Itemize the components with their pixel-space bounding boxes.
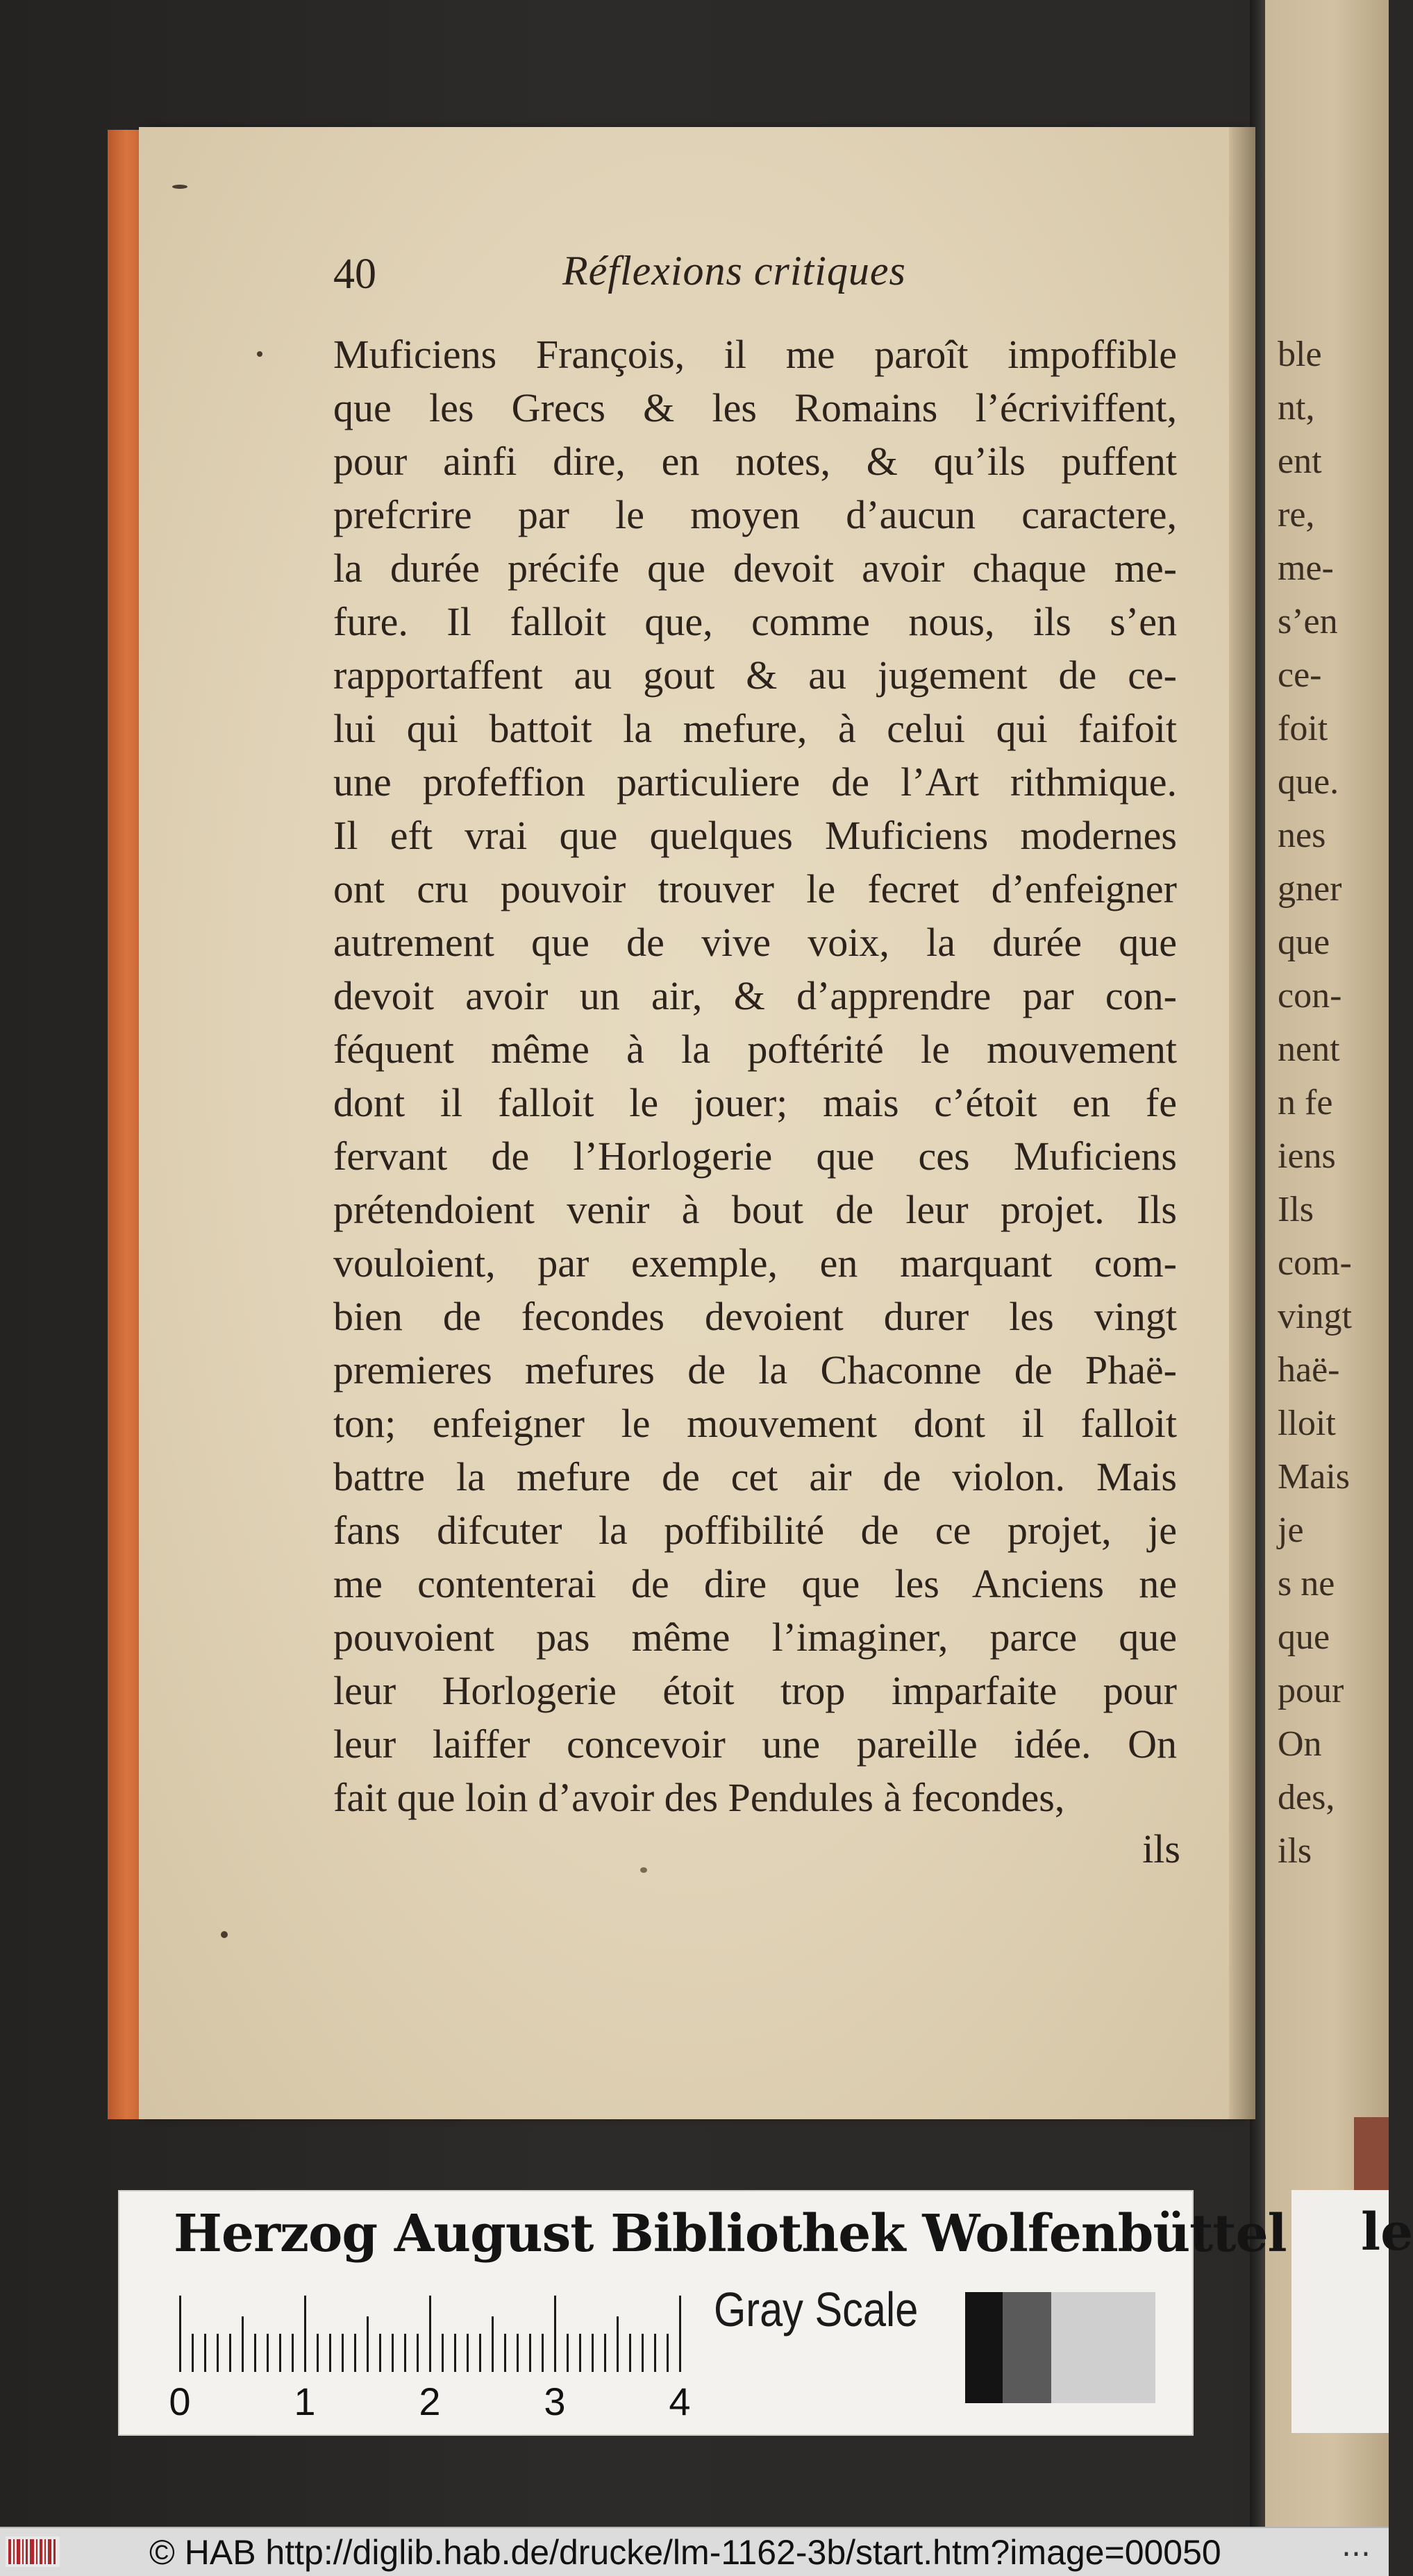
ruler-tick (204, 2334, 206, 2372)
facing-fragment: Ils (1278, 1190, 1314, 1229)
ruler-tick (329, 2334, 331, 2372)
facing-fragment: On (1278, 1724, 1322, 1764)
ruler-tick (442, 2334, 444, 2372)
ruler-tick (492, 2316, 494, 2372)
ruler-tick (292, 2334, 294, 2372)
text-line: ont cru pouvoir trouver le fecret d’enfeigner (333, 866, 1177, 911)
text-line: autrement que de vive voix, la durée que (333, 920, 1177, 965)
facing-fragment: nes (1278, 816, 1326, 855)
ruler-tick (379, 2334, 381, 2372)
text-line: leur laiffer concevoir une pareille idée. On (333, 1721, 1177, 1767)
book-gutter (1229, 127, 1255, 2119)
catchword: ils (1142, 1826, 1180, 1871)
facing-fragment: Mais (1278, 1457, 1350, 1497)
text-line: dont il falloit le jouer; mais c’étoit en fe (333, 1080, 1177, 1125)
text-line: pour ainfi dire, en notes, & qu’ils puffent (333, 439, 1177, 484)
facing-fragment: n fe (1278, 1083, 1333, 1122)
text-line: prétendoient venir à bout de leur projet. Ils (333, 1187, 1177, 1232)
facing-card-text: le (1361, 2203, 1413, 2262)
text-line: fure. Il falloit que, comme nous, ils s’en (333, 599, 1177, 644)
ruler-tick (342, 2334, 344, 2372)
facing-fragment: ce- (1278, 655, 1322, 695)
paper-speck (640, 1867, 647, 1873)
ruler-tick (654, 2334, 656, 2372)
facing-fragment: vingt (1278, 1297, 1352, 1336)
ruler-tick (304, 2296, 306, 2372)
running-title: Réflexions critiques (562, 248, 906, 294)
text-line: rapportaffent au gout & au jugement de ce- (333, 653, 1177, 698)
ruler-tick (642, 2334, 644, 2372)
facing-fragment: me- (1278, 548, 1334, 588)
text-line: féquent même à la poftérité le mouvement (333, 1027, 1177, 1072)
text-line: que les Grecs & les Romains l’écriviffent, (333, 385, 1177, 430)
ruler-tick (229, 2334, 231, 2372)
copyright-url[interactable]: © HAB http://diglib.hab.de/drucke/lm-1162-3b/start.htm?image=00050 (149, 2533, 1221, 2572)
text-line: leur Horlogerie étoit trop imparfaite pour (333, 1668, 1177, 1713)
ruler-tick (679, 2296, 681, 2372)
ruler-number: 2 (419, 2380, 441, 2423)
barcode-icon (6, 2536, 60, 2567)
ruler-tick (667, 2334, 669, 2372)
facing-fragment: ent (1278, 441, 1322, 481)
text-line: prefcrire par le moyen d’aucun caractere, (333, 492, 1177, 537)
text-line: ton; enfeigner le mouvement dont il falloit (333, 1401, 1177, 1446)
facing-fragment: que (1278, 1617, 1330, 1657)
facing-fragment: con- (1278, 976, 1342, 1016)
facing-fragment: gner (1278, 869, 1342, 909)
ruler-ticks (175, 2282, 800, 2379)
text-line: devoit avoir un air, & d’apprendre par con- (333, 973, 1177, 1018)
ruler-tick (267, 2334, 269, 2372)
ruler-tick (404, 2334, 406, 2372)
facing-fragment: nt, (1278, 388, 1315, 428)
ruler-tick (179, 2296, 181, 2372)
ruler-tick (392, 2334, 394, 2372)
ruler-tick (417, 2334, 419, 2372)
facing-fragment: je (1278, 1510, 1304, 1550)
ruler-tick (504, 2334, 506, 2372)
body-text (333, 328, 1177, 1824)
paper-speck (257, 351, 262, 357)
facing-fragment: ils (1278, 1831, 1312, 1871)
text-line: fervant de l’Horlogerie que ces Muficiens (333, 1134, 1177, 1179)
ruler-tick (454, 2334, 456, 2372)
ruler-tick (242, 2316, 244, 2372)
facing-fragment: foit (1278, 709, 1328, 748)
ruler-tick (567, 2334, 569, 2372)
facing-fragment: pour (1278, 1671, 1344, 1710)
ruler-tick (192, 2334, 194, 2372)
ruler-tick (629, 2334, 631, 2372)
page-number: 40 (333, 251, 376, 298)
text-line: Muficiens François, il me paroît impoffible (333, 332, 1177, 377)
ruler-tick (354, 2334, 356, 2372)
text-line: pouvoient pas même l’imaginer, parce que (333, 1615, 1177, 1660)
facing-fragment: que (1278, 923, 1330, 962)
text-line: une profeffion particuliere de l’Art rithmique. (333, 759, 1177, 805)
ruler-tick (279, 2334, 281, 2372)
gray-swatch (1003, 2292, 1051, 2403)
facing-fragment: s’en (1278, 602, 1338, 641)
ruler-number: 4 (669, 2380, 691, 2423)
ruler-tick (604, 2334, 606, 2372)
facing-color-target (1291, 2190, 1413, 2433)
ruler-tick (467, 2334, 469, 2372)
facing-fragment: haë- (1278, 1350, 1340, 1390)
ruler-tick (429, 2296, 431, 2372)
facing-fragment: que. (1278, 762, 1339, 802)
facing-fragment: com- (1278, 1243, 1352, 1283)
centimeter-ruler (169, 2282, 800, 2423)
facing-fragment: s ne (1278, 1564, 1335, 1603)
more-icon[interactable]: ... (1341, 2528, 1371, 2564)
facing-fragment: ble (1278, 335, 1322, 374)
color-target-card (118, 2190, 1287, 2436)
text-line: vouloient, par exemple, en marquant com- (333, 1240, 1177, 1286)
text-line: lui qui battoit la mefure, à celui qui faifoit (333, 706, 1177, 751)
ruler-tick (367, 2316, 369, 2372)
gray-scale-label: Gray Scale (714, 2282, 919, 2337)
ruler-tick (517, 2334, 519, 2372)
facing-fragment: des, (1278, 1778, 1335, 1817)
text-line: bien de fecondes devoient durer les vingt (333, 1294, 1177, 1339)
running-head (333, 236, 1177, 305)
text-line: la durée précife que devoit avoir chaque me- (333, 546, 1177, 591)
ruler-number: 0 (169, 2380, 191, 2423)
ruler-number: 3 (544, 2380, 566, 2423)
ruler-tick (542, 2334, 544, 2372)
ruler-tick (529, 2334, 531, 2372)
ruler-tick (617, 2316, 619, 2372)
facing-fragment: re, (1278, 495, 1315, 534)
text-line: battre la mefure de cet air de violon. Mais (333, 1454, 1177, 1499)
ruler-tick (479, 2334, 481, 2372)
status-bar (0, 2527, 1389, 2576)
ruler-number: 1 (294, 2380, 316, 2423)
ruler-tick (579, 2334, 581, 2372)
facing-fragment: nent (1278, 1029, 1340, 1069)
ruler-tick (592, 2334, 594, 2372)
library-name: Herzog August Bibliothek Wolfenbüttel (174, 2204, 1287, 2264)
gray-swatch (965, 2292, 1003, 2403)
text-line: Il eft vrai que quelques Muficiens modernes (333, 813, 1177, 858)
paper-speck (221, 1931, 228, 1938)
ruler-tick (317, 2334, 319, 2372)
ruler-tick (254, 2334, 256, 2372)
facing-fragment: lloit (1278, 1404, 1336, 1443)
facing-fragment: iens (1278, 1136, 1336, 1176)
text-line: fait que loin d’avoir des Pendules à fecondes, (333, 1775, 1065, 1820)
gray-swatch (1051, 2292, 1155, 2403)
paper-speck (172, 185, 187, 189)
ruler-tick (217, 2334, 219, 2372)
text-line: fans difcuter la poffibilité de ce projet, je (333, 1508, 1177, 1553)
text-line: me contenterai de dire que les Anciens ne (333, 1561, 1177, 1606)
ruler-tick (554, 2296, 556, 2372)
text-line: premieres mefures de la Chaconne de Phaë- (333, 1347, 1177, 1392)
